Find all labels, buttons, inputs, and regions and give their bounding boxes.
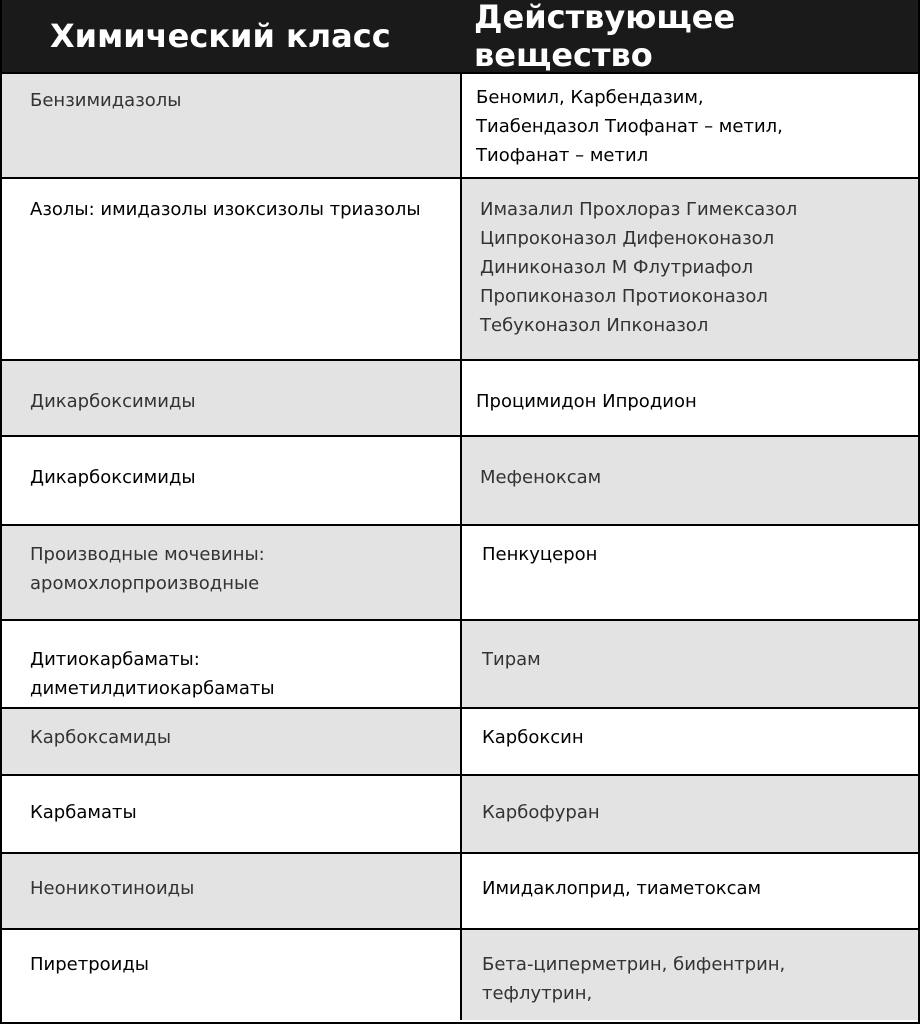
class-text: Бензимидазолы bbox=[30, 90, 182, 111]
substance-text: Имидаклоприд, тиаметоксам bbox=[482, 878, 762, 899]
class-cell bbox=[2, 709, 462, 774]
substance-text: тефлутрин, bbox=[482, 983, 593, 1004]
substance-text: Имазалил Прохлораз Гимексазол bbox=[480, 199, 798, 220]
substance-text: Карбофуран bbox=[482, 802, 600, 823]
substance-text: Ципроконазол Дифеноконазол bbox=[480, 228, 775, 249]
class-cell bbox=[2, 361, 462, 435]
substance-text: Тирам bbox=[482, 649, 541, 670]
class-text: Карбоксамиды bbox=[30, 727, 172, 748]
table-row bbox=[2, 928, 918, 1020]
class-text: Азолы: имидазолы изоксизолы триазолы bbox=[30, 199, 421, 220]
table-row bbox=[2, 359, 918, 435]
substance-text: Бета-циперметрин, бифентрин, bbox=[482, 954, 786, 975]
class-cell bbox=[2, 526, 462, 619]
substance-cell bbox=[462, 621, 918, 707]
header-chemical-class: Химический класс bbox=[50, 17, 391, 55]
class-cell bbox=[2, 621, 462, 707]
substance-text: Пропиконазол Протиоконазол bbox=[480, 286, 768, 307]
class-text: Производные мочевины: bbox=[30, 544, 265, 565]
class-text: Дитиокарбаматы: bbox=[30, 649, 200, 670]
substance-text: Мефеноксам bbox=[480, 467, 602, 488]
substance-cell bbox=[462, 74, 918, 177]
class-cell bbox=[2, 930, 462, 1020]
class-cell bbox=[2, 776, 462, 852]
table-header bbox=[2, 0, 918, 72]
substance-cell bbox=[462, 361, 918, 435]
substance-text: Беномил, Карбендазим, bbox=[476, 87, 704, 108]
class-cell bbox=[2, 74, 462, 177]
substance-text: Тебуконазол Ипконазол bbox=[480, 315, 709, 336]
table-row bbox=[2, 707, 918, 774]
substance-text: Тиофанат – метил bbox=[476, 145, 649, 166]
substance-text: Карбоксин bbox=[482, 727, 584, 748]
table-row bbox=[2, 177, 918, 359]
class-text: аромохлорпроизводные bbox=[30, 573, 260, 594]
class-cell bbox=[2, 179, 462, 359]
substance-text: Процимидон Ипродион bbox=[476, 391, 697, 412]
class-text: Дикарбоксимиды bbox=[30, 467, 196, 488]
substance-text: Пенкуцерон bbox=[482, 544, 598, 565]
table-row bbox=[2, 774, 918, 852]
substance-cell bbox=[462, 526, 918, 619]
table-row bbox=[2, 619, 918, 707]
substance-cell bbox=[462, 930, 918, 1020]
class-cell bbox=[2, 854, 462, 928]
substance-text: Диниконазол М Флутриафол bbox=[480, 257, 754, 278]
class-text: Дикарбоксимиды bbox=[30, 391, 196, 412]
class-text: Пиретроиды bbox=[30, 954, 150, 975]
substance-cell bbox=[462, 437, 918, 524]
table-row bbox=[2, 852, 918, 928]
substance-text: Тиабендазол Тиофанат – метил, bbox=[476, 116, 783, 137]
class-text: Карбаматы bbox=[30, 802, 137, 823]
class-text: диметилдитиокарбаматы bbox=[30, 678, 275, 699]
substance-cell bbox=[462, 709, 918, 774]
substance-cell bbox=[462, 179, 918, 359]
header-active-substance: Действующее вещество bbox=[474, 0, 736, 74]
table-row bbox=[2, 524, 918, 619]
class-text: Неоникотиноиды bbox=[30, 878, 195, 899]
table-row bbox=[2, 72, 918, 177]
substance-cell bbox=[462, 776, 918, 852]
class-cell bbox=[2, 437, 462, 524]
substance-cell bbox=[462, 854, 918, 928]
table-row bbox=[2, 435, 918, 524]
